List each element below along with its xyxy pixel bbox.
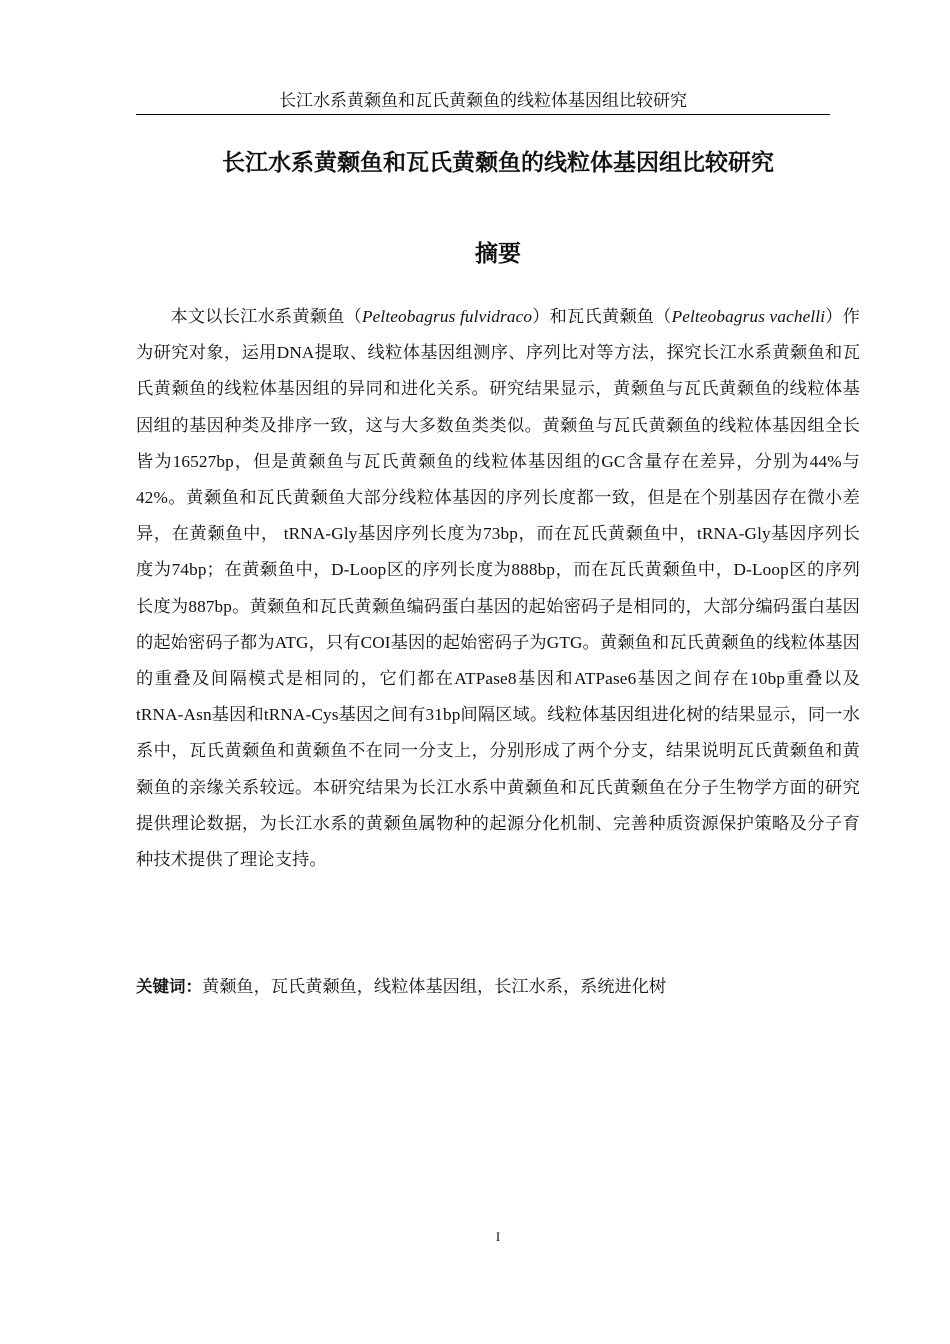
- abstract-heading: 摘要: [475, 241, 521, 267]
- document-title: 长江水系黄颡鱼和瓦氏黄颡鱼的线粒体基因组比较研究: [222, 150, 774, 176]
- abstract-paragraph: [136, 299, 860, 878]
- abstract-text-part-3: ）作为研究对象，运用DNA提取、线粒体基因组测序、序列比对等方法，探究长江水系黄颡鱼和瓦氏黄颡鱼的线粒体基因组的异同和进化关系。研究结果显示，黄颡鱼与瓦氏黄颡鱼的线粒体基因组的基因种类及排序一致，这与大多数鱼类类似。黄颡鱼与瓦氏黄颡鱼的线粒体基因组全长皆为16527bp，但是黄颡鱼与瓦氏黄颡鱼的线粒体基因组的GC含量存在差异，分别为44%与42%。黄颡鱼和瓦氏黄颡鱼大部分线粒体基因的序列长度都一致，但是在个别基因存在微小差异，在黄颡鱼中， tRNA-Gly基因序列长度为73bp，而在瓦氏黄颡鱼中，tRNA-Gly基因序列长度为74bp；在黄颡鱼中，D-Loop区的序列长度为888bp，而在瓦氏黄颡鱼中，D-Loop区的序列长度为887bp。黄颡鱼和瓦氏黄颡鱼编码蛋白基因的起始密码子是相同的，大部分编码蛋白基因的起始密码子都为ATG，只有COI基因的起始密码子为GTG。黄颡鱼和瓦氏黄颡鱼的线粒体基因的重叠及间隔模式是相同的，它们都在ATPase8基因和ATPase6基因之间存在10bp重叠以及tRNA-Asn基因和tRNA-Cys基因之间有31bp间隔区域。线粒体基因组进化树的结果显示，同一水系中，瓦氏黄颡鱼和黄颡鱼不在同一分支上，分别形成了两个分支，结果说明瓦氏黄颡鱼和黄颡鱼的亲缘关系较远。本研究结果为长江水系中黄颡鱼和瓦氏黄颡鱼在分子生物学方面的研究提供理论数据，为长江水系的黄颡鱼属物种的起源分化机制、完善种质资源保护策略及分子育种技术提供了理论支持。: [136, 307, 861, 870]
- species-name-fulvidraco: Pelteobagrus fulvidraco: [362, 307, 533, 326]
- abstract-text-part-1: 本文以长江水系黄颡鱼（: [170, 307, 362, 326]
- abstract-text-part-2: ）和瓦氏黄颡鱼（: [532, 307, 672, 326]
- keywords-text: 黄颡鱼，瓦氏黄颡鱼，线粒体基因组，长江水系，系统进化树: [202, 977, 667, 996]
- running-header: 长江水系黄颡鱼和瓦氏黄颡鱼的线粒体基因组比较研究: [136, 88, 830, 115]
- species-name-vachelli: Pelteobagrus vachelli: [671, 307, 826, 326]
- keywords-label: 关键词：: [136, 977, 202, 996]
- keywords-line: [136, 969, 860, 1005]
- page-number: I: [495, 1229, 501, 1244]
